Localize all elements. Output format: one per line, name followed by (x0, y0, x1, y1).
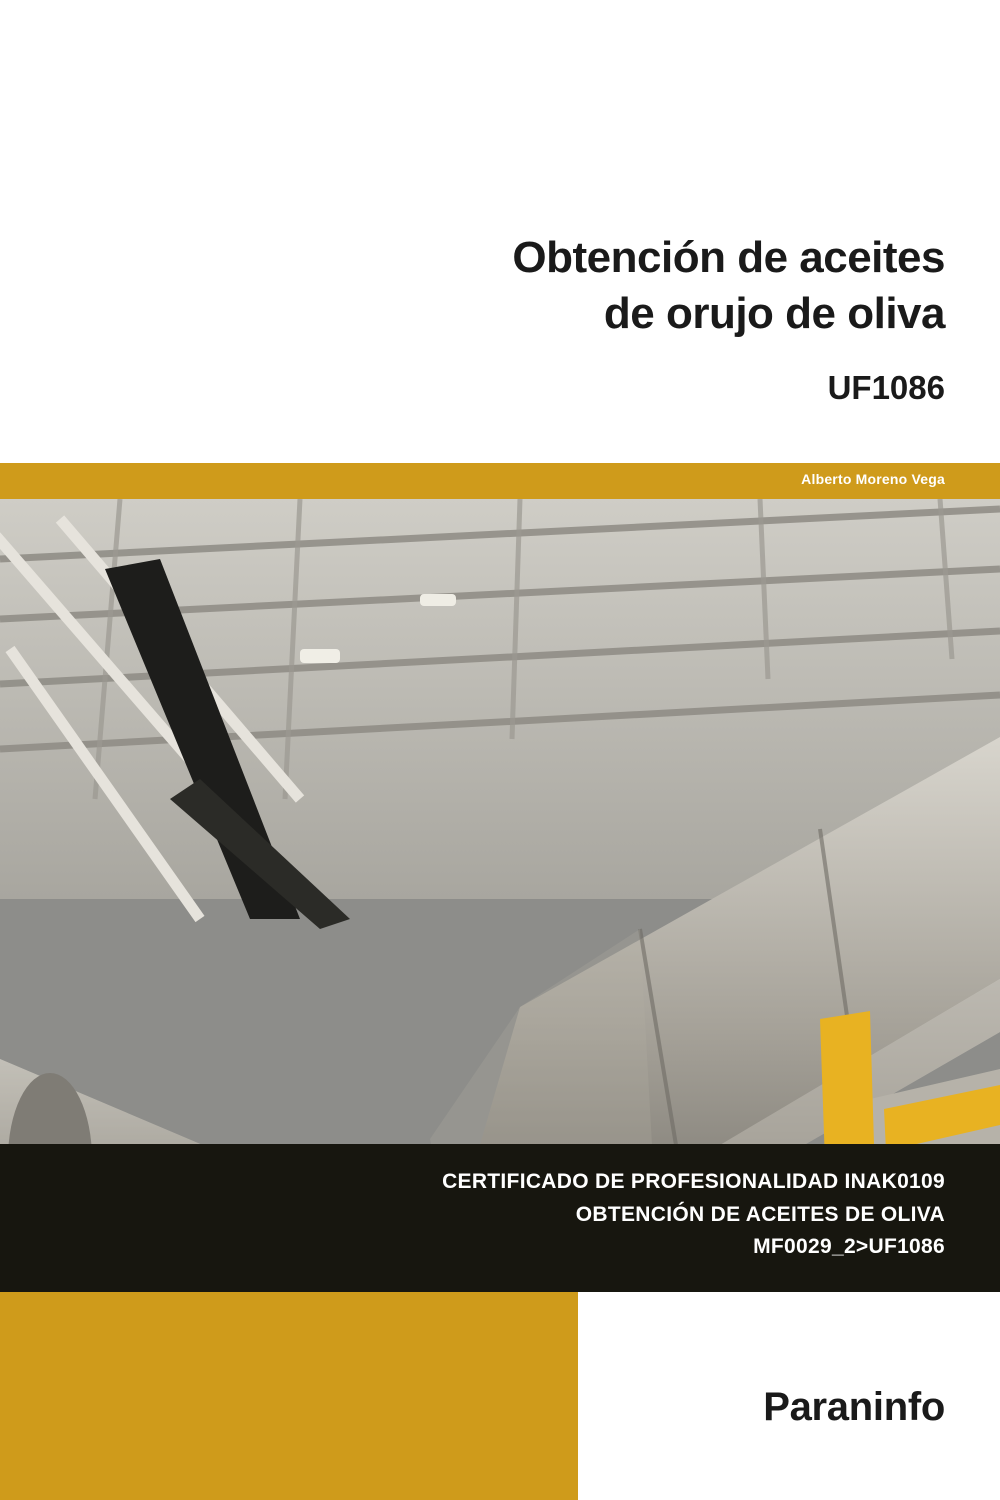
certificate-line-2: OBTENCIÓN DE ACEITES DE OLIVA (575, 1202, 945, 1226)
page-title-line-2: de orujo de oliva (603, 289, 945, 339)
title-zone (0, 0, 1000, 463)
footer-accent-block (0, 1292, 578, 1500)
author-band (0, 463, 1000, 499)
certificate-text (442, 1166, 945, 1264)
title-block (245, 230, 945, 407)
page-title-line-1: Obtención de aceites (512, 233, 945, 282)
certificate-band (0, 1144, 1000, 1292)
cover-photo (0, 499, 1000, 1144)
certificate-line-3: MF0029_2>UF1086 (753, 1235, 945, 1259)
certificate-line-1: CERTIFICADO DE PROFESIONALIDAD INAK0109 (442, 1170, 945, 1193)
author-name: Alberto Moreno Vega (801, 471, 945, 487)
unit-code: UF1086 (827, 368, 945, 406)
publisher-logo: Paraninfo (763, 1385, 945, 1429)
cover-photo-illustration (0, 499, 1000, 1144)
